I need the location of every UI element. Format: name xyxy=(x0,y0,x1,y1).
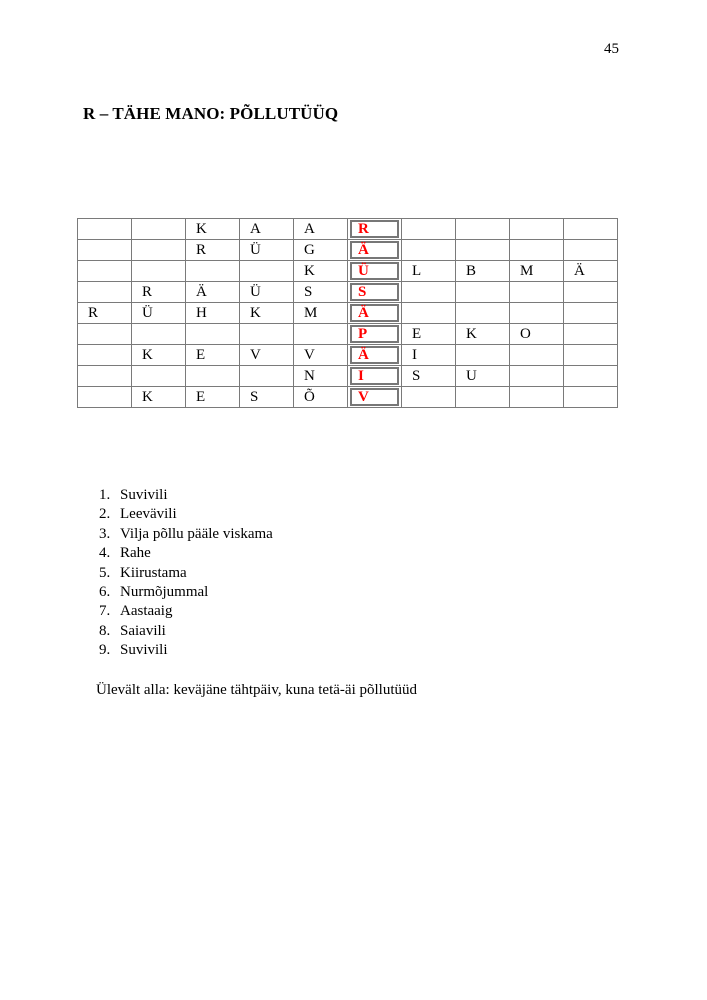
key-letter: Ü xyxy=(350,262,399,280)
grid-row xyxy=(78,345,618,366)
key-letter: Ä xyxy=(350,241,399,259)
key-letter: Ä xyxy=(350,346,399,364)
grid-cell xyxy=(402,387,456,408)
grid-cell: L xyxy=(402,261,456,282)
grid-row xyxy=(78,366,618,387)
grid-cell xyxy=(78,282,132,303)
grid-cell xyxy=(78,366,132,387)
grid-cell xyxy=(240,261,294,282)
grid-cell: G xyxy=(294,240,348,261)
grid-cell xyxy=(564,240,618,261)
grid-cell: Ü xyxy=(132,303,186,324)
grid-cell: A xyxy=(294,219,348,240)
grid-row xyxy=(78,303,618,324)
key-letter: V xyxy=(350,388,399,406)
grid-cell xyxy=(78,240,132,261)
grid-cell xyxy=(564,219,618,240)
grid-cell: K xyxy=(132,387,186,408)
grid-cell xyxy=(186,261,240,282)
grid-cell xyxy=(402,303,456,324)
grid-cell: S xyxy=(402,366,456,387)
grid-cell xyxy=(456,219,510,240)
grid-row xyxy=(78,261,618,282)
grid-row xyxy=(78,324,618,345)
key-cell xyxy=(348,282,402,303)
crossword-grid xyxy=(77,218,618,408)
grid-cell: E xyxy=(186,345,240,366)
key-cell xyxy=(348,219,402,240)
clue-item: 7. Aastaaig xyxy=(114,602,273,621)
grid-cell: R xyxy=(186,240,240,261)
grid-cell: K xyxy=(294,261,348,282)
grid-cell xyxy=(132,324,186,345)
grid-cell xyxy=(240,366,294,387)
clue-list xyxy=(90,486,273,661)
grid-cell xyxy=(132,219,186,240)
grid-cell: E xyxy=(402,324,456,345)
grid-cell: B xyxy=(456,261,510,282)
grid-cell xyxy=(240,324,294,345)
grid-cell xyxy=(78,324,132,345)
grid-cell: K xyxy=(240,303,294,324)
grid-row xyxy=(78,387,618,408)
grid-cell xyxy=(510,345,564,366)
grid-cell xyxy=(132,366,186,387)
grid-cell xyxy=(456,303,510,324)
grid-cell xyxy=(402,219,456,240)
key-cell xyxy=(348,366,402,387)
grid-cell: Ü xyxy=(240,282,294,303)
grid-cell xyxy=(510,282,564,303)
grid-cell: K xyxy=(132,345,186,366)
grid-cell xyxy=(78,345,132,366)
grid-cell: V xyxy=(240,345,294,366)
key-letter: P xyxy=(350,325,399,343)
page-number: 45 xyxy=(604,41,619,57)
page-title: R – TÄHE MANO: PÕLLUTÜÜQ xyxy=(83,104,339,123)
grid-cell xyxy=(402,240,456,261)
grid-row xyxy=(78,219,618,240)
grid-cell xyxy=(510,387,564,408)
grid-cell: Ä xyxy=(564,261,618,282)
grid-cell: Ä xyxy=(186,282,240,303)
grid-cell: M xyxy=(510,261,564,282)
grid-cell: S xyxy=(240,387,294,408)
grid-cell: K xyxy=(186,219,240,240)
key-cell xyxy=(348,387,402,408)
clue-item: 6. Nurmõjummal xyxy=(114,583,273,602)
key-letter: S xyxy=(350,283,399,301)
grid-cell xyxy=(456,282,510,303)
grid-cell xyxy=(78,219,132,240)
grid-cell xyxy=(132,261,186,282)
clue-item: 4. Rahe xyxy=(114,544,273,563)
grid-cell xyxy=(510,366,564,387)
clue-item: 3. Vilja põllu pääle viskama xyxy=(114,525,273,544)
key-letter: I xyxy=(350,367,399,385)
clue-item: 9. Suvivili xyxy=(114,641,273,660)
grid-cell: S xyxy=(294,282,348,303)
clue-item: 8. Saiavili xyxy=(114,622,273,641)
grid-cell: A xyxy=(240,219,294,240)
grid-cell xyxy=(564,303,618,324)
key-cell xyxy=(348,324,402,345)
clue-item: 2. Leevävili xyxy=(114,505,273,524)
grid-cell xyxy=(456,345,510,366)
grid-cell: U xyxy=(456,366,510,387)
grid-cell: Õ xyxy=(294,387,348,408)
grid-cell: Ü xyxy=(240,240,294,261)
grid-cell xyxy=(186,324,240,345)
grid-cell xyxy=(294,324,348,345)
clue-item: 5. Kiirustama xyxy=(114,564,273,583)
grid-cell xyxy=(510,219,564,240)
grid-cell xyxy=(564,345,618,366)
grid-cell xyxy=(186,366,240,387)
key-cell xyxy=(348,303,402,324)
clue-item: 1. Suvivili xyxy=(114,486,273,505)
grid-cell xyxy=(510,303,564,324)
grid-cell xyxy=(510,240,564,261)
grid-cell: O xyxy=(510,324,564,345)
grid-cell: V xyxy=(294,345,348,366)
grid-cell xyxy=(402,282,456,303)
grid-cell: R xyxy=(78,303,132,324)
grid-cell xyxy=(564,366,618,387)
key-cell xyxy=(348,261,402,282)
grid-cell xyxy=(78,387,132,408)
grid-cell: H xyxy=(186,303,240,324)
grid-cell: E xyxy=(186,387,240,408)
grid-cell: R xyxy=(132,282,186,303)
grid-cell xyxy=(564,387,618,408)
grid-row xyxy=(78,282,618,303)
key-letter: R xyxy=(350,220,399,238)
grid-cell xyxy=(78,261,132,282)
key-cell xyxy=(348,345,402,366)
grid-cell xyxy=(132,240,186,261)
grid-cell: I xyxy=(402,345,456,366)
key-letter: Ä xyxy=(350,304,399,322)
grid-cell xyxy=(564,282,618,303)
grid-cell xyxy=(564,324,618,345)
grid-cell xyxy=(456,240,510,261)
grid-cell xyxy=(456,387,510,408)
grid-cell: N xyxy=(294,366,348,387)
vertical-hint: Ülevält alla: keväjäne tähtpäiv, kuna tetä-äi põllutüüd xyxy=(96,682,417,698)
grid-cell: M xyxy=(294,303,348,324)
key-cell xyxy=(348,240,402,261)
grid-row xyxy=(78,240,618,261)
grid-cell: K xyxy=(456,324,510,345)
